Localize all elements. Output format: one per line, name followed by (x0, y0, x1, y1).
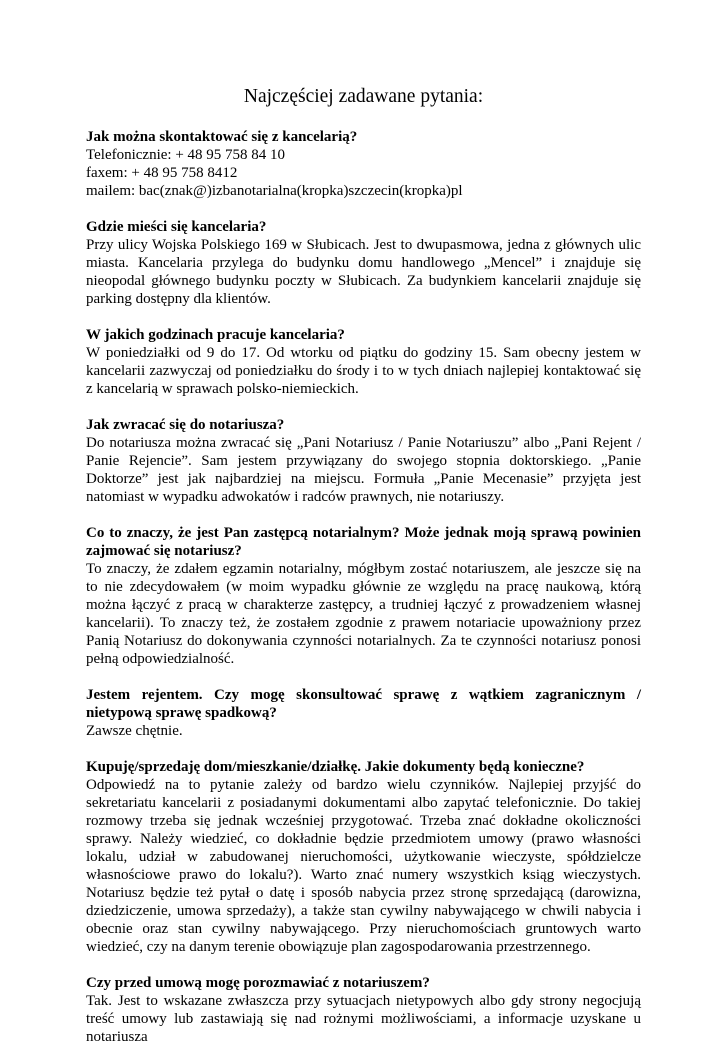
faq-answer: Odpowiedź na to pytanie zależy od bardzo wielu czynników. Najlepiej przyjść do sekretariatu kancelarii z posiadanymi dokumentami albo zapytać telefonicznie. Do takiej rozmowy trzeba się jednak wcześniej przygotować. Trzeba znać dokładne okoliczności sprawy. Należy wiedzieć, co dokładnie będzie przedmiotem umowy (prawo własności lokalu, udział w zabudowanej nieruchomości, użytkowanie wieczyste, spółdzielcze własnościowe prawo do lokalu?). Warto znać numery wszystkich ksiąg wieczystych. Notariusz będzie też pytał o datę i sposób nabycia przez stronę sprzedającą (darowizna, dziedziczenie, umowa sprzedaży), a także stan cywilny nabywającego w chwili nabycia i obecnie oraz stan cywilny nabywającego. Przy nieruchomościach gruntowych warto wiedzieć, czy na danym terenie obowiązuje plan zagospodarowania przestrzennego. (86, 777, 641, 955)
faq-question: W jakich godzinach pracuje kancelaria? (86, 327, 345, 343)
faq-hours (86, 326, 641, 398)
faq-address-form (86, 416, 641, 506)
faq-question: Co to znaczy, że jest Pan zastępcą notarialnym? Może jednak moją sprawą powinien zajmować się notariusz? (86, 525, 641, 559)
faq-answer: To znaczy, że zdałem egzamin notarialny, mógłbym zostać notariuszem, ale jeszcze się na to nie zdecydowałem (w moim wypadku głównie ze względu na pracę naukową, którą można łączyć z pracą w charakterze zastępcy, a trudniej łączyć z prowadzeniem własnej kancelarii). To znaczy też, że zostałem zgodnie z prawem notariacie upoważniony przez Panią Notariusz do dokonywania czynności notarialnych. Za te czynności notariusz ponosi pełną odpowiedzialność. (86, 561, 641, 667)
email-line: mailem: bac(znak@)izbanotarialna(kropka)szczecin(kropka)pl (86, 183, 463, 199)
page-title: Najczęściej zadawane pytania: (243, 86, 484, 107)
faq-consultation (86, 686, 641, 740)
document-page (86, 84, 641, 1064)
fax-line: faxem: + 48 95 758 8412 (86, 165, 238, 181)
faq-answer: Przy ulicy Wojska Polskiego 169 w Słubicach. Jest to dwupasmowa, jedna z głównych ulic miasta. Kancelaria przylega do budynku domu handlowego „Mencel” i znajduje się nieopodal głównego budynku poczty w Słubicach. Za budynkiem kancelarii znajduje się parking dostępny dla klientów. (86, 237, 641, 307)
faq-deputy-notary (86, 524, 641, 668)
faq-meeting (86, 974, 641, 1046)
faq-location (86, 218, 641, 308)
faq-question: Jestem rejentem. Czy mogę skonsultować sprawę z wątkiem zagranicznym / nietypową sprawę spadkową? (86, 687, 641, 721)
faq-question: Czy przed umową mogę porozmawiać z notariuszem? (86, 975, 430, 991)
faq-documents (86, 758, 641, 956)
faq-question: Kupuję/sprzedaję dom/mieszkanie/działkę. Jakie dokumenty będą konieczne? (86, 759, 585, 775)
faq-answer: Tak. Jest to wskazane zwłaszcza przy sytuacjach nietypowych albo gdy strony negocjują treść umowy lub zastawiają się nad rożnymi możliwościami, a informacje uzyskane u notariusza (86, 993, 641, 1045)
faq-question: Jak zwracać się do notariusza? (86, 417, 285, 433)
faq-question: Jak można skontaktować się z kancelarią? (86, 129, 358, 145)
faq-answer: Do notariusza można zwracać się „Pani Notariusz / Panie Notariuszu” albo „Pani Rejent / Panie Rejencie”. Sam jestem przywiązany do swojego stopnia doktorskiego. „Panie Doktorze” jest jak najbardziej na miejscu. Formuła „Panie Mecenasie” przyjęta jest natomiast w wypadku adwokatów i radców prawnych, nie notariuszy. (86, 435, 641, 505)
faq-contact (86, 128, 641, 200)
phone-line: Telefonicznie: + 48 95 758 84 10 (86, 147, 286, 163)
faq-question: Gdzie mieści się kancelaria? (86, 219, 267, 235)
faq-answer: Zawsze chętnie. (86, 723, 183, 739)
faq-answer: W poniedziałki od 9 do 17. Od wtorku od piątku do godziny 15. Sam obecny jestem w kancelarii zazwyczaj od poniedziałku do środy i to w tych dniach najlepiej kontaktować się z kancelarią w sprawach polsko-niemieckich. (86, 345, 641, 397)
